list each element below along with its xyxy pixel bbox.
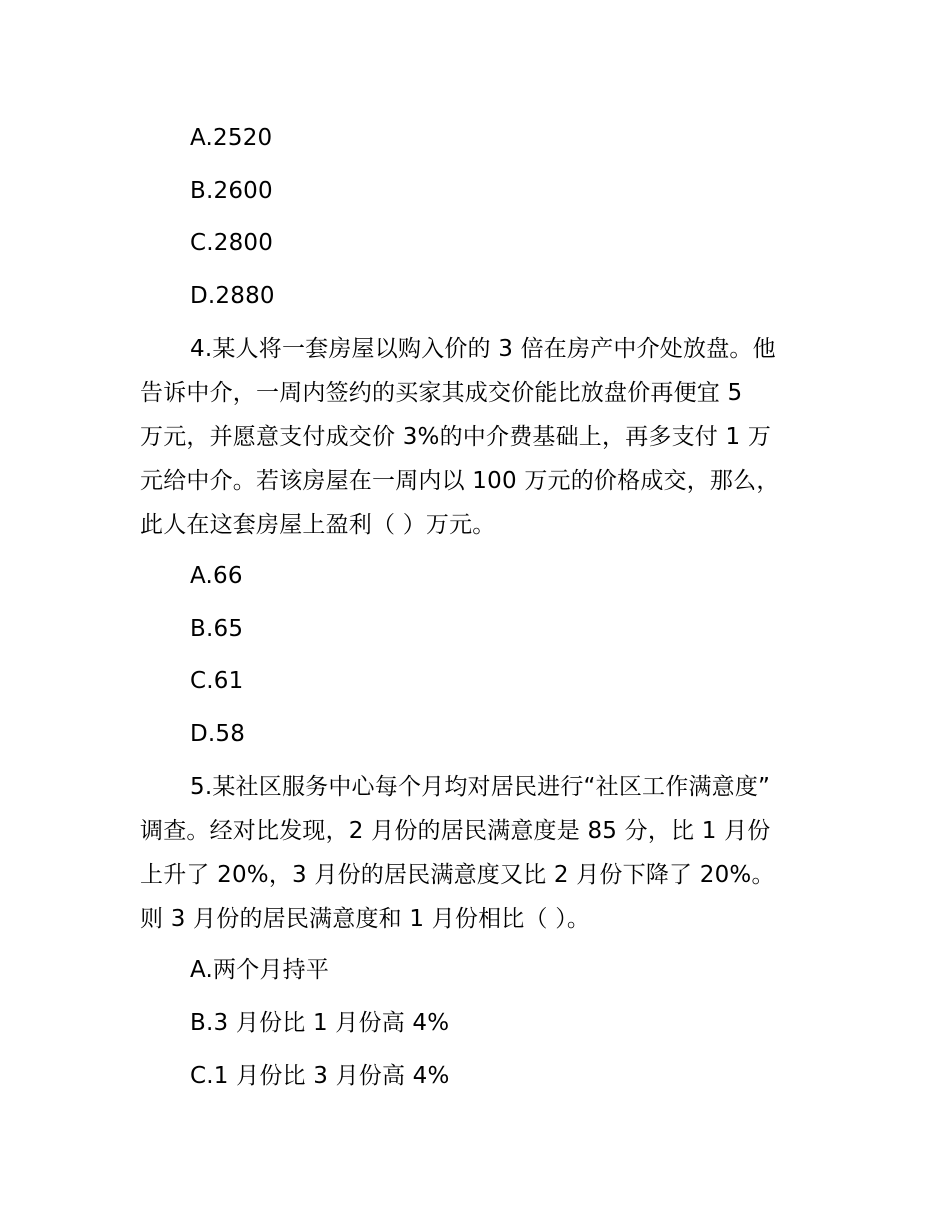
question-5-option-b: B.3 月份比 1 月份高 4% xyxy=(190,1010,450,1036)
question-4-line-3: 万元，并愿意支付成交价 3%的中介费基础上，再多支付 1 万 xyxy=(140,424,772,450)
question-4-option-d: D.58 xyxy=(190,721,246,747)
option-a: A.2520 xyxy=(190,125,273,151)
question-5-line-3: 上升了 20%，3 月份的居民满意度又比 2 月份下降了 20%。 xyxy=(140,862,775,888)
option-c: C.2800 xyxy=(190,230,274,256)
question-4-option-c: C.61 xyxy=(190,668,244,694)
question-4-option-b: B.65 xyxy=(190,616,244,642)
question-4-line-1: 4.某人将一套房屋以购入价的 3 倍在房产中介处放盘。他 xyxy=(190,336,776,362)
option-b: B.2600 xyxy=(190,178,273,204)
question-5-option-c: C.1 月份比 3 月份高 4% xyxy=(190,1063,450,1089)
question-5-option-a: A.两个月持平 xyxy=(190,957,330,983)
question-4-option-a: A.66 xyxy=(190,563,243,589)
question-4-line-4: 元给中介。若该房屋在一周内以 100 万元的价格成交，那么， xyxy=(140,468,780,494)
question-4-line-5: 此人在这套房屋上盈利（ ）万元。 xyxy=(140,512,496,538)
option-d: D.2880 xyxy=(190,283,275,309)
question-5-line-1: 5.某社区服务中心每个月均对居民进行“社区工作满意度” xyxy=(190,774,771,800)
question-4-line-2: 告诉中介，一周内签约的买家其成交价能比放盘价再便宜 5 xyxy=(140,380,743,406)
question-5-line-2: 调查。经对比发现，2 月份的居民满意度是 85 分，比 1 月份 xyxy=(140,818,771,844)
question-5-line-4: 则 3 月份的居民满意度和 1 月份相比（ ）。 xyxy=(140,906,591,932)
